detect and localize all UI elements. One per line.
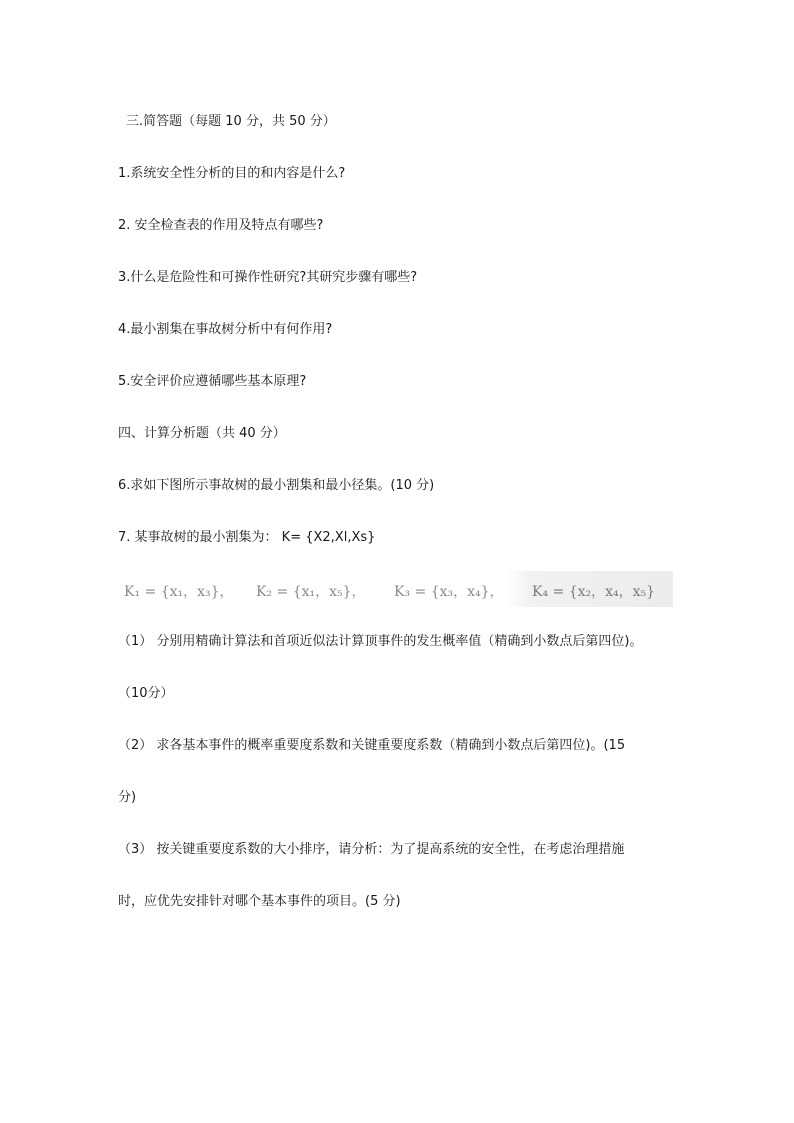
question-6: 6.求如下图所示事故树的最小割集和最小径集。(10 分) bbox=[118, 478, 435, 493]
cut-set-k4: K₄ = {x₂，x₄，x₅} bbox=[532, 584, 656, 600]
cut-set-k2: K₂ = {x₁，x₅}， bbox=[256, 584, 366, 600]
question-5: 5.安全评价应遵循哪些基本原理? bbox=[118, 374, 307, 389]
subquestion-2-line2: 分) bbox=[118, 790, 137, 805]
question-4: 4.最小割集在事故树分析中有何作用? bbox=[118, 322, 333, 337]
subquestion-3-line1: （3） 按关键重要度系数的大小排序，请分析：为了提高系统的安全性，在考虑治理措施 bbox=[118, 842, 625, 857]
subquestion-3-line2: 时，应优先安排针对哪个基本事件的项目。(5 分) bbox=[118, 894, 401, 909]
subquestion-2-line1: （2） 求各基本事件的概率重要度系数和关键重要度系数（精确到小数点后第四位)。(15 bbox=[118, 738, 626, 753]
question-1: 1.系统安全性分析的目的和内容是什么? bbox=[118, 166, 346, 181]
subquestion-1-line2: （10分） bbox=[118, 686, 174, 701]
question-7: 7. 某事故树的最小割集为： K= {X2,Xl,Xs} bbox=[118, 530, 376, 545]
cut-set-k1: K₁ = {x₁，x₃}， bbox=[124, 584, 234, 600]
question-3: 3.什么是危险性和可操作性研究?其研究步骤有哪些? bbox=[118, 270, 418, 285]
question-2: 2. 安全检查表的作用及特点有哪些? bbox=[118, 218, 324, 233]
subquestion-1-line1: （1） 分别用精确计算法和首项近似法计算顶事件的发生概率值（精确到小数点后第四位)。 bbox=[118, 634, 643, 649]
section4-heading: 四、计算分析题（共 40 分） bbox=[118, 426, 286, 441]
cut-sets-image bbox=[118, 571, 673, 607]
section3-heading: 三.简答题（每题 10 分，共 50 分） bbox=[126, 114, 336, 129]
cut-set-k3: K₃ = {x₃，x₄}， bbox=[394, 584, 504, 600]
